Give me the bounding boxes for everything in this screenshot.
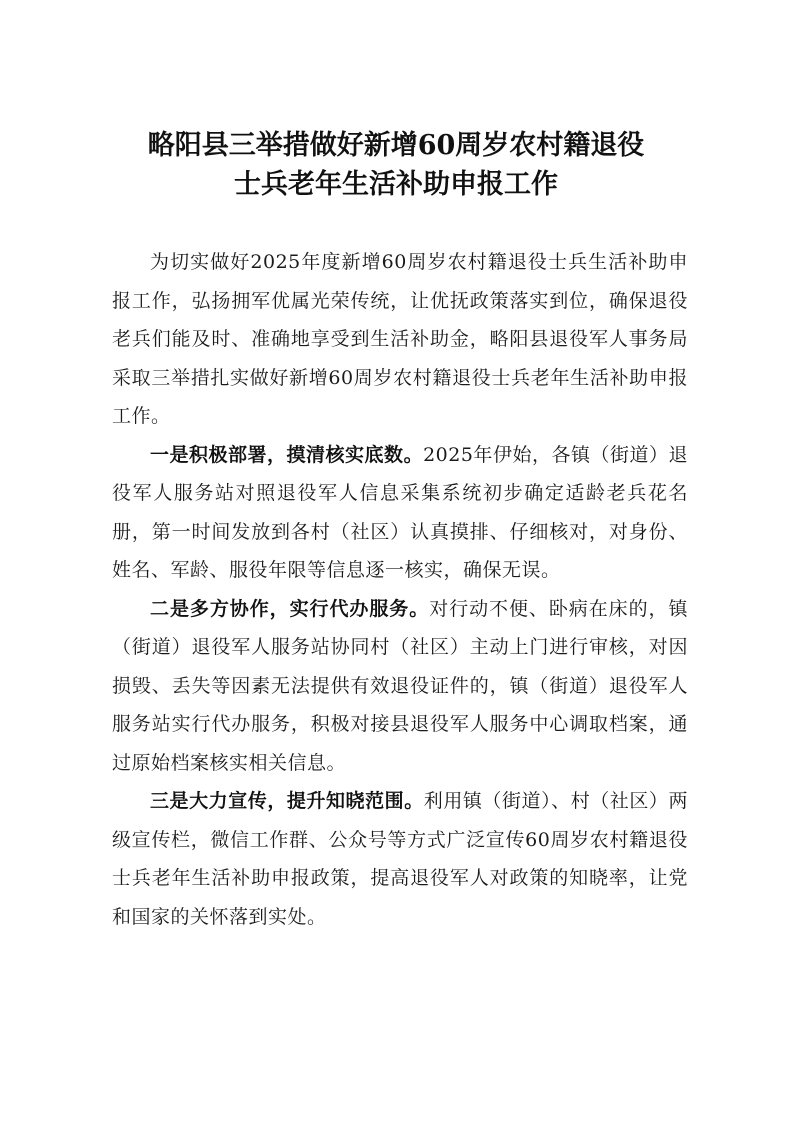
measure-1-paragraph xyxy=(112,436,688,590)
intro-paragraph xyxy=(112,243,688,436)
measure-1-text: 2025年伊始，各镇（街道）退役军人服务站对照退役军人信息采集系统初步确定适龄老兵花名册，第一时间发放到各村（社区）认真摸排、仔细核对，对身份、姓名、军龄、服役年限等信息逐一核实，确保无误。 xyxy=(112,443,688,581)
intro-paragraph-text: 为切实做好2025年度新增60周岁农村籍退役士兵生活补助申报工作，弘扬拥军优属光荣传统，让优抚政策落实到位，确保退役老兵们能及时、准确地享受到生活补助金，略阳县退役军人事务局采取三举措扎实做好新增60周岁农村籍退役士兵老年生活补助申报工作。 xyxy=(112,251,688,427)
document-title-line-2: 士兵老年生活补助申报工作 xyxy=(234,169,558,200)
measure-3-heading: 三是大力宣传，提升知晓范围。 xyxy=(150,790,424,812)
measure-1-heading: 一是积极部署，摸清核实底数。 xyxy=(150,443,424,466)
measure-2-paragraph xyxy=(112,590,688,783)
measure-3-paragraph xyxy=(112,782,688,936)
measure-2-text: 对行动不便、卧病在床的，镇（街道）退役军人服务站协同村（社区）主动上门进行审核，对因损毁、丢失等因素无法提供有效退役证件的，镇（街道）退役军人服务站实行代办服务，积极对接县退役军人服务中心调取档案，通过原始档案核实相关信息。 xyxy=(112,597,688,774)
document-title-line-1: 略阳县三举措做好新增60周岁农村籍退役 xyxy=(147,130,645,161)
measure-2-heading: 二是多方协作，实行代办服务。 xyxy=(150,597,430,620)
document-body xyxy=(112,243,688,936)
measure-3-text: 利用镇（街道）、村（社区）两级宣传栏，微信工作群、公众号等方式广泛宣传60周岁农村籍退役士兵老年生活补助申报政策，提高退役军人对政策的知晓率，让党和国家的关怀落到实处。 xyxy=(112,790,688,928)
